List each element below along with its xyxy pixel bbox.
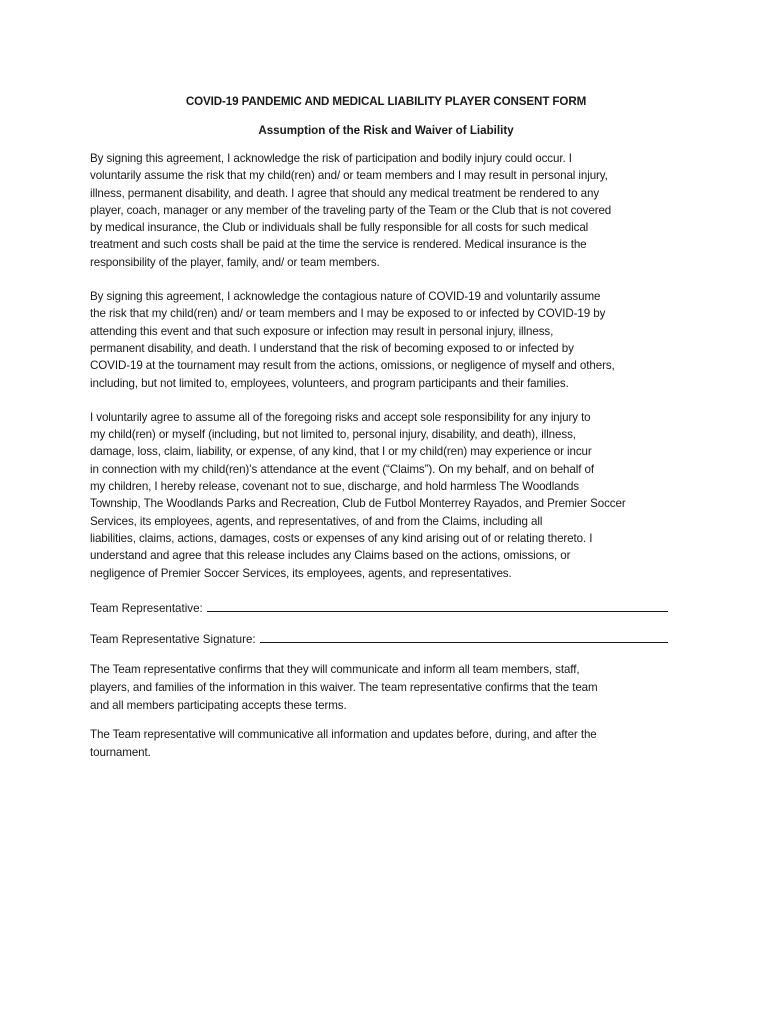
text-line: Township, The Woodlands Parks and Recreation, Club de Futbol Monterrey Rayados, and Premier Soccer: [90, 497, 626, 511]
text-line: By signing this agreement, I acknowledge the contagious nature of COVID-19 and voluntarily assume: [90, 290, 601, 304]
text-line: my child(ren) or myself (including, but not limited to, personal injury, disability, and death), illness,: [90, 428, 576, 442]
covid-acknowledgement-paragraph: [90, 288, 682, 392]
text-line: permanent disability, and death. I understand that the risk of becoming exposed to or infected by: [90, 341, 574, 355]
text-line: damage, loss, claim, liability, or expense, of any kind, that I or my child(ren) may experience or incur: [90, 445, 592, 459]
text-line: illness, permanent disability, and death. I agree that should any medical treatment be rendered to any: [90, 186, 600, 200]
form-title: COVID-19 PANDEMIC AND MEDICAL LIABILITY PLAYER CONSENT FORM: [185, 95, 587, 108]
text-line: in connection with my child(ren)’s attendance at the event (“Claims”). On my behalf, and on behalf of: [90, 462, 594, 476]
text-line: players, and families of the information in this waiver. The team representative confirms that the team: [90, 680, 598, 694]
text-line: and all members participating accepts these terms.: [90, 698, 347, 712]
text-line: voluntarily assume the risk that my child(ren) and/ or team members and I may result in personal injury,: [90, 169, 608, 183]
communication-paragraph: [90, 726, 682, 762]
consent-form: [90, 94, 682, 773]
text-line: By signing this agreement, I acknowledge the risk of participation and bodily injury could occur. I: [90, 152, 572, 165]
text-line: I voluntarily agree to assume all of the foregoing risks and accept sole responsibility for any injury to: [90, 410, 591, 424]
text-line: my children, I hereby release, covenant not to sue, discharge, and hold harmless The Woodlands: [90, 480, 579, 494]
text-line: liabilities, claims, actions, damages, costs or expenses of any kind arising out of or relating thereto. I: [90, 531, 593, 545]
text-line: negligence of Premier Soccer Services, its employees, agents, and representatives.: [90, 566, 512, 580]
text-line: player, coach, manager or any member of the traveling party of the Team or the Club that is not covered: [90, 203, 612, 217]
text-line: including, but not limited to, employees, volunteers, and program participants and their families.: [90, 376, 569, 390]
team-representative-signature-field[interactable]: [260, 630, 668, 643]
text-line: COVID-19 at the tournament may result from the actions, omissions, or negligence of myself and others,: [90, 359, 615, 373]
text-line: treatment and such costs shall be paid at the time the service is rendered. Medical insurance is the: [90, 238, 587, 252]
confirmation-paragraph: [90, 661, 682, 715]
release-paragraph: [90, 409, 682, 582]
text-line: attending this event and that such exposure or infection may result in personal injury, illness,: [90, 324, 554, 338]
text-line: The Team representative will communicative all information and updates before, during, and after the: [90, 727, 597, 741]
text-line: understand and agree that this release includes any Claims based on the actions, omissions, or: [90, 549, 571, 563]
form-subtitle: Assumption of the Risk and Waiver of Liability: [258, 124, 514, 137]
text-line: by medical insurance, the Club or individuals shall be fully responsible for all costs for such medical: [90, 221, 589, 235]
team-representative-signature-label: Team Representative Signature:: [90, 632, 256, 646]
text-line: the risk that my child(ren) and/ or team members and I may be exposed to or infected by COVID-19 by: [90, 307, 606, 321]
team-representative-field[interactable]: [207, 599, 668, 612]
risk-acknowledgement-paragraph: [90, 150, 682, 271]
text-line: Services, its employees, agents, and representatives, of and from the Claims, including all: [90, 514, 543, 528]
team-representative-row: [90, 599, 682, 617]
team-representative-label: Team Representative:: [90, 601, 203, 615]
text-line: The Team representative confirms that they will communicate and inform all team members, staff,: [90, 662, 580, 676]
team-representative-signature-row: [90, 630, 682, 648]
text-line: tournament.: [90, 745, 151, 759]
text-line: responsibility of the player, family, and/ or team members.: [90, 255, 380, 269]
